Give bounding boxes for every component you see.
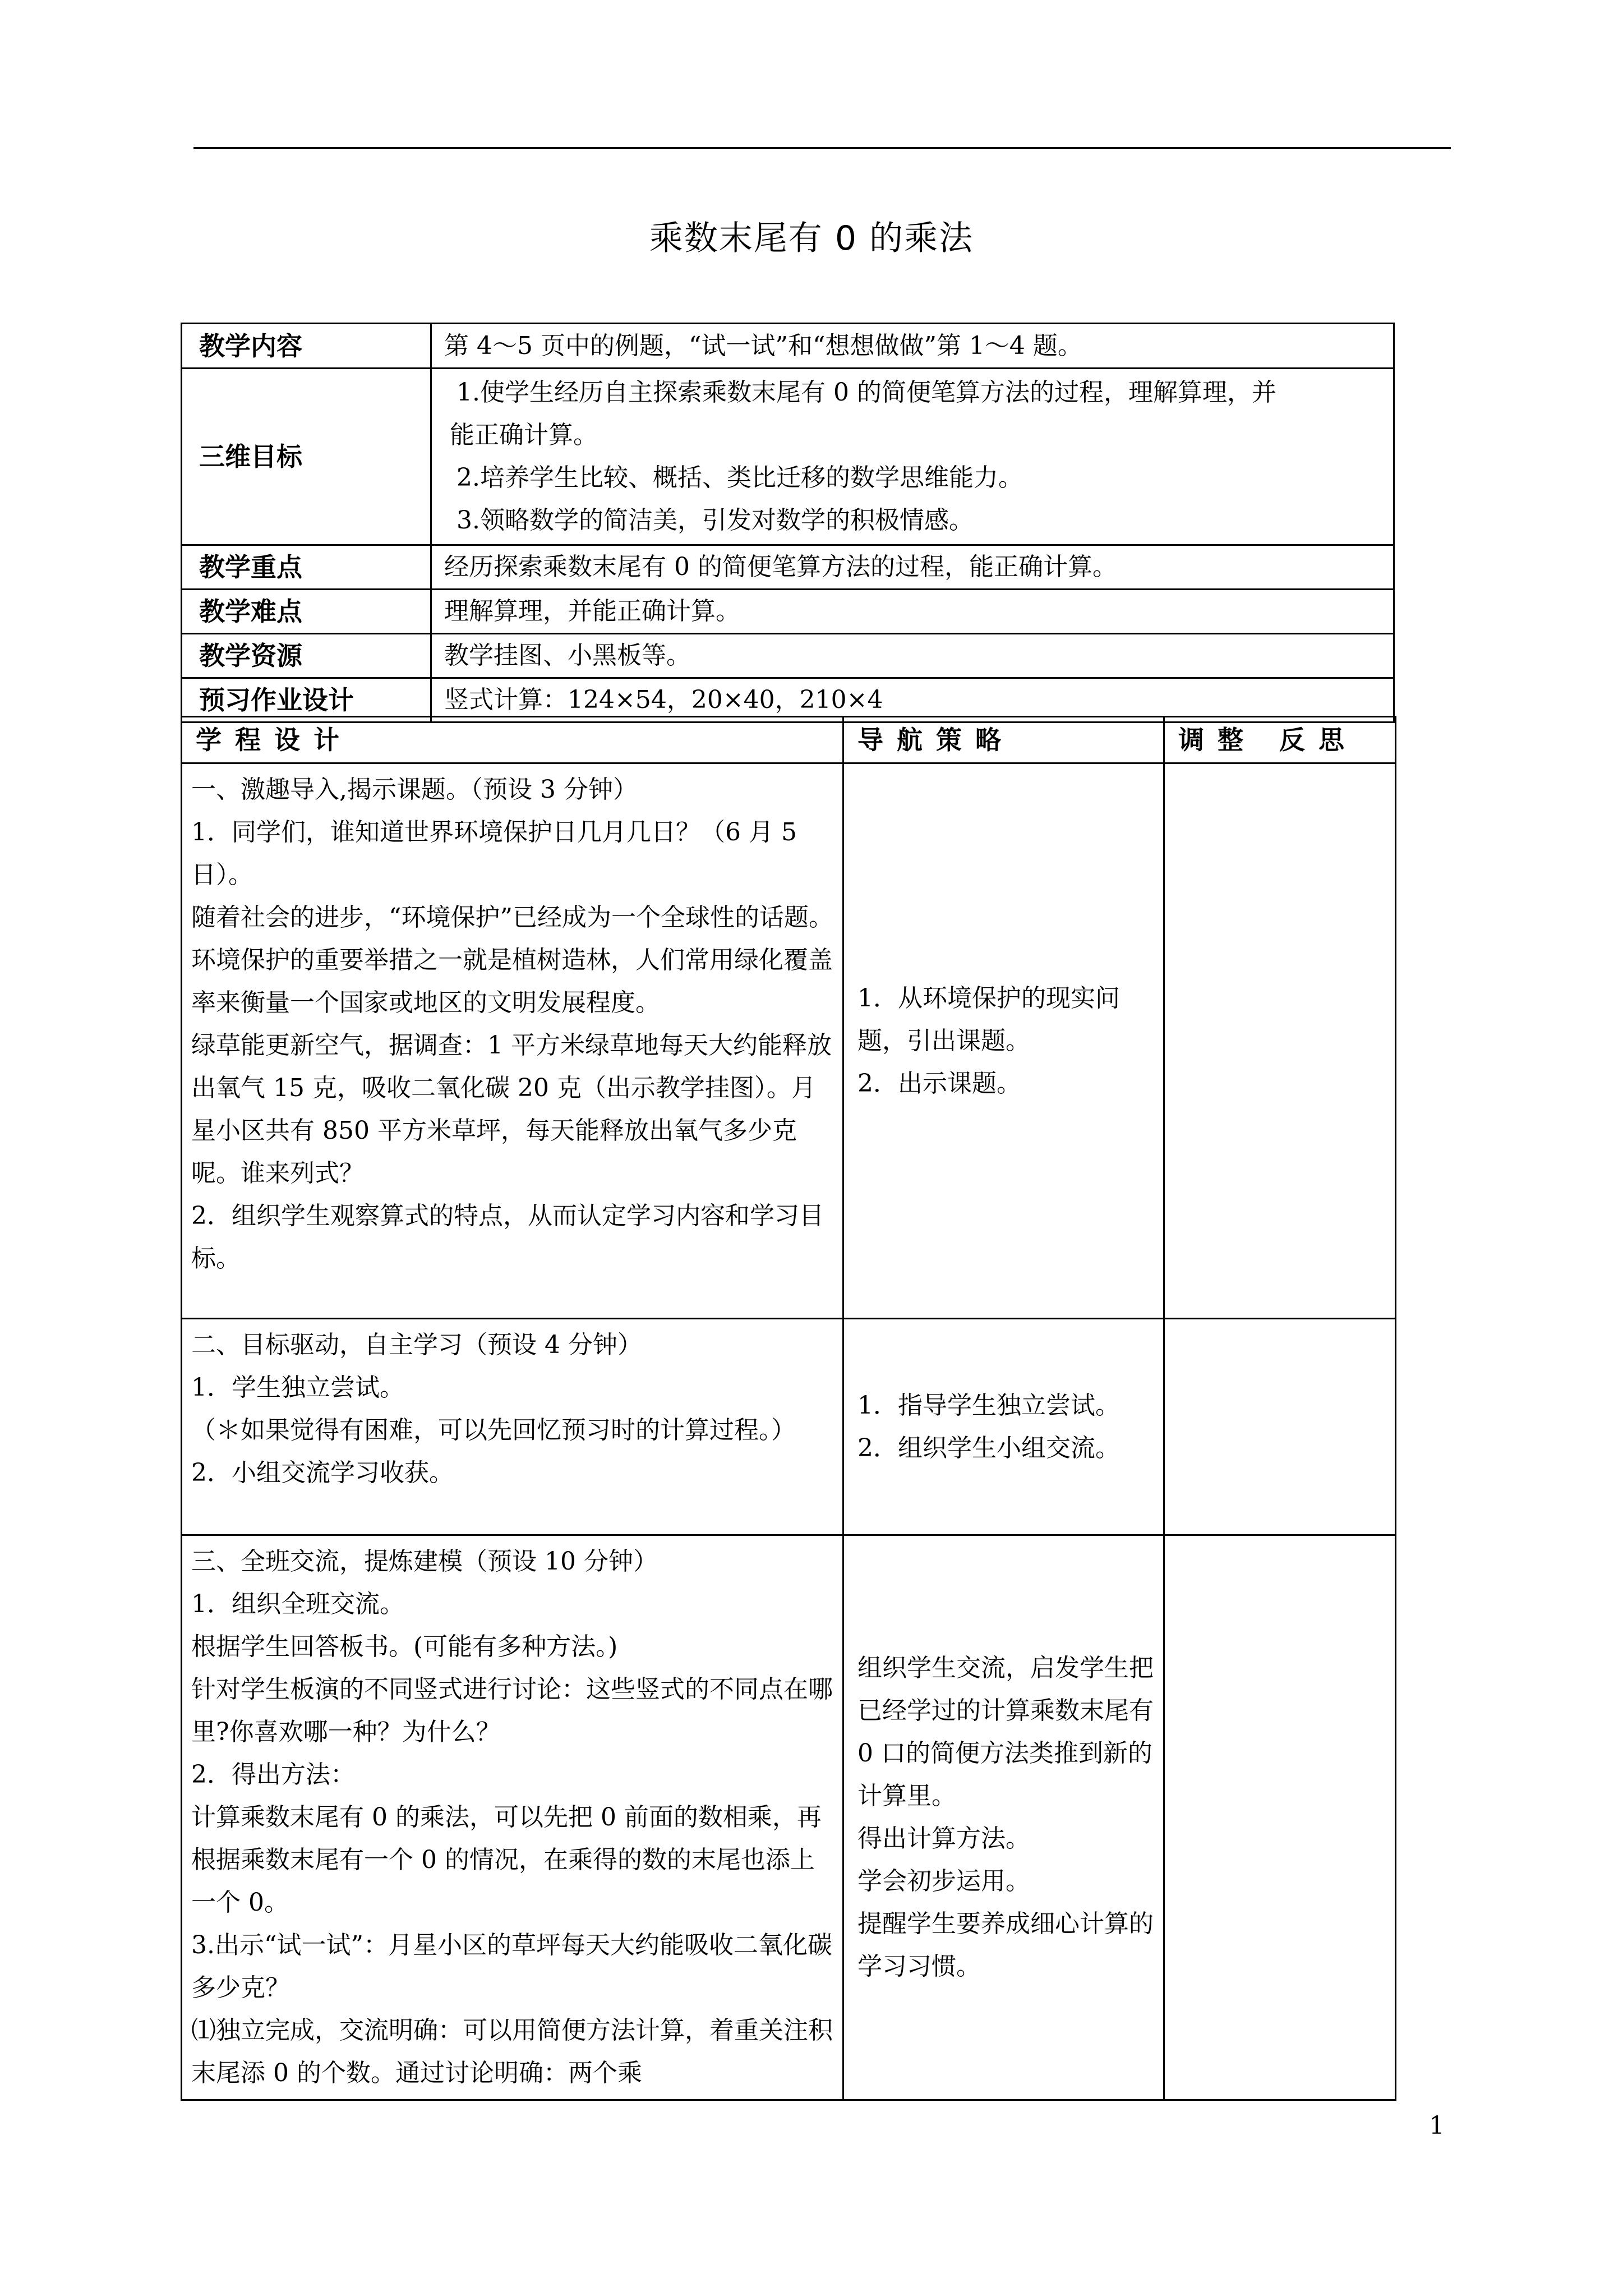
info-label: 教学难点 <box>182 590 431 634</box>
goal-line: 1.使学生经历自主探索乘数末尾有 0 的简便笔算方法的过程，理解算理，并 <box>457 378 1276 407</box>
guide-paragraph: 2．出示课题。 <box>857 1069 1021 1098</box>
info-label: 三维目标 <box>182 369 431 545</box>
plan-header-row <box>182 717 1396 763</box>
lesson-plan-table <box>181 716 1396 2101</box>
design-paragraph: 3.出示“试一试”：月星小区的草坪每天大约能吸收二氧化碳多少克？ <box>191 1931 832 2002</box>
guide-paragraph: 学会初步运用。 <box>857 1867 1030 1895</box>
guide-cell <box>843 763 1164 1319</box>
guide-paragraph: 1．从环境保护的现实问题，引出课题。 <box>857 983 1120 1055</box>
goal-line: 2.培养学生比较、概括、类比迁移的数学思维能力。 <box>457 463 1023 492</box>
page-number: 1 <box>1429 2111 1445 2140</box>
column-header-reflect: 调整 反思 <box>1164 717 1396 763</box>
reflect-cell <box>1164 1535 1396 2100</box>
guide-cell <box>843 1319 1164 1535</box>
plan-section-self-study <box>182 1319 1396 1535</box>
guide-paragraph: 组织学生交流，启发学生把已经学过的计算乘数末尾有 0 口的简便方法类推到新的计算里。 <box>857 1654 1154 1810</box>
guide-paragraph: 得出计算方法。 <box>857 1824 1030 1853</box>
info-value: 经历探索乘数末尾有 0 的简便笔算方法的过程，能正确计算。 <box>431 545 1394 590</box>
plan-section-class-exchange <box>182 1535 1396 2100</box>
info-label: 教学内容 <box>182 324 431 369</box>
document-title: 乘数末尾有 0 的乘法 <box>649 219 974 258</box>
info-value: 理解算理，并能正确计算。 <box>431 590 1394 634</box>
info-label: 教学资源 <box>182 634 431 678</box>
design-cell <box>182 763 843 1319</box>
info-row-resources <box>182 634 1394 678</box>
header-rule <box>193 147 1451 149</box>
info-value: 竖式计算：124×54，20×40，210×4 <box>431 678 1394 723</box>
design-paragraph: ⑴独立完成，交流明确：可以用简便方法计算，着重关注积末尾添 0 的个数。通过讨论明确：两个乘 <box>191 2016 833 2087</box>
info-row-difficulty <box>182 590 1394 634</box>
design-paragraph: 随着社会的进步，“环境保护”已经成为一个全球性的话题。环境保护的重要举措之一就是植树造林，人们常用绿化覆盖率来衡量一个国家或地区的文明发展程度。 <box>191 903 833 1017</box>
design-paragraph: 针对学生板演的不同竖式进行讨论：这些竖式的不同点在哪里?你喜欢哪一种？为什么？ <box>191 1675 833 1746</box>
info-value: 第 4～5 页中的例题，“试一试”和“想想做做”第 1～4 题。 <box>431 324 1394 369</box>
goal-line: 能正确计算。 <box>450 421 598 449</box>
design-paragraph: 一、激趣导入,揭示课题。（预设 3 分钟） <box>191 775 638 804</box>
info-label: 预习作业设计 <box>182 678 431 723</box>
column-header-guide: 导航策略 <box>843 717 1164 763</box>
guide-paragraph: 1．指导学生独立尝试。 <box>857 1391 1120 1420</box>
design-cell <box>182 1535 843 2100</box>
lesson-info-table <box>181 323 1395 723</box>
design-paragraph: 1．组织全班交流。 <box>191 1590 404 1618</box>
design-paragraph: 根据学生回答板书。(可能有多种方法。) <box>191 1632 618 1661</box>
guide-cell <box>843 1535 1164 2100</box>
info-value: 教学挂图、小黑板等。 <box>431 634 1394 678</box>
goals-cell <box>431 369 1394 545</box>
design-paragraph: 二、目标驱动，自主学习（预设 4 分钟） <box>191 1331 642 1359</box>
goal-line: 3.领略数学的简洁美，引发对数学的积极情感。 <box>457 506 974 535</box>
guide-paragraph: 2．组织学生小组交流。 <box>857 1433 1120 1462</box>
design-paragraph: 计算乘数末尾有 0 的乘法，可以先把 0 前面的数相乘，再根据乘数末尾有一个 0 的情况，在乘得的数的末尾也添上一个 0。 <box>191 1803 822 1917</box>
info-row-goals <box>182 369 1394 545</box>
design-paragraph: 绿草能更新空气，据调查：1 平方米绿草地每天大约能释放出氧气 15 克，吸收二氧化碳 20 克（出示教学挂图）。月星小区共有 850 平方米草坪，每天能释放出氧气多少克呢。谁来列式？ <box>191 1031 832 1188</box>
design-paragraph: （＊如果觉得有困难，可以先回忆预习时的计算过程。） <box>191 1416 796 1444</box>
design-paragraph: 1．学生独立尝试。 <box>191 1373 404 1402</box>
design-paragraph: 1．同学们，谁知道世界环境保护日几月几日？（6 月 5 日）。 <box>191 818 797 889</box>
plan-section-intro <box>182 763 1396 1319</box>
design-paragraph: 2．组织学生观察算式的特点，从而认定学习内容和学习目标。 <box>191 1202 824 1273</box>
info-row-key-point <box>182 545 1394 590</box>
info-label: 教学重点 <box>182 545 431 590</box>
design-paragraph: 三、全班交流，提炼建模（预设 10 分钟） <box>191 1547 658 1576</box>
design-cell <box>182 1319 843 1535</box>
design-paragraph: 2．得出方法： <box>191 1760 355 1789</box>
column-header-design: 学程设计 <box>182 717 843 763</box>
design-paragraph: 2．小组交流学习收获。 <box>191 1458 454 1487</box>
reflect-cell <box>1164 763 1396 1319</box>
reflect-cell <box>1164 1319 1396 1535</box>
guide-paragraph: 提醒学生要养成细心计算的学习习惯。 <box>857 1910 1154 1981</box>
info-row-content <box>182 324 1394 369</box>
